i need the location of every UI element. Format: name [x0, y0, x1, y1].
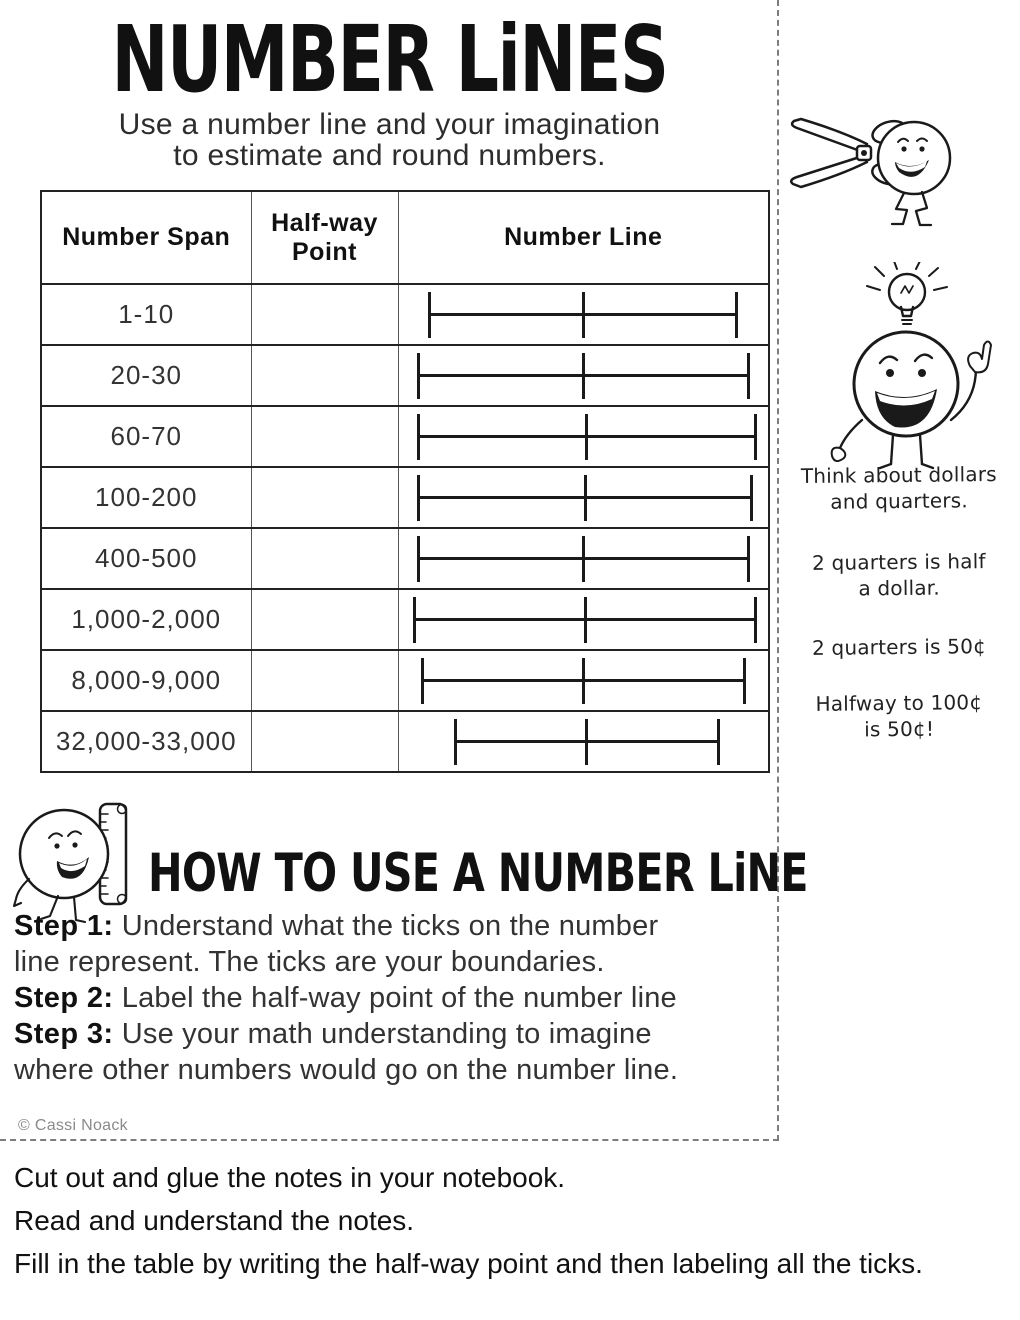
step-line: Step 2: Label the half-way point of the number line	[14, 982, 677, 1015]
number-span-cell: 1,000-2,000	[41, 589, 251, 650]
lightbulb-character-icon	[818, 262, 993, 472]
number-line-bar	[417, 435, 757, 438]
number-line-graphic	[428, 292, 738, 338]
number-line-bar	[454, 740, 720, 743]
side-note-half-dollar: 2 quarters is half a dollar.	[811, 549, 986, 601]
number-span-cell: 20-30	[41, 345, 251, 406]
halfway-point-cell	[251, 528, 398, 589]
number-line-cell	[398, 467, 769, 528]
number-line-bar	[428, 313, 738, 316]
number-span-cell: 8,000-9,000	[41, 650, 251, 711]
number-span-cell: 100-200	[41, 467, 251, 528]
number-line-bar	[417, 557, 750, 560]
number-span-cell: 400-500	[41, 528, 251, 589]
number-line-cell	[398, 528, 769, 589]
number-line-cell	[398, 284, 769, 345]
table-row	[41, 589, 769, 650]
how-to-steps	[14, 908, 776, 1088]
how-to-heading: HOW TO USE A NUMBER LiNE	[148, 843, 808, 904]
table-row	[41, 345, 769, 406]
number-span-cell: 32,000-33,000	[41, 711, 251, 772]
halfway-point-cell	[251, 345, 398, 406]
halfway-point-cell	[251, 467, 398, 528]
step-line: line represent. The ticks are your boundaries.	[14, 946, 605, 979]
table-header-row	[41, 191, 769, 284]
col-header-halfway-point: Half-way Point	[251, 191, 398, 284]
number-line-cell	[398, 711, 769, 772]
scissors-character-icon	[783, 98, 958, 238]
copyright-text: © Cassi Noack	[18, 1117, 128, 1134]
subtitle-line-2: to estimate and round numbers.	[173, 138, 606, 172]
ruler-character-icon	[12, 796, 147, 926]
number-line-graphic	[417, 414, 757, 460]
number-line-bar	[417, 374, 750, 377]
halfway-point-cell	[251, 650, 398, 711]
table-row	[41, 650, 769, 711]
number-line-bar	[413, 618, 757, 621]
halfway-point-cell	[251, 589, 398, 650]
number-line-graphic	[417, 536, 750, 582]
number-line-cell	[398, 345, 769, 406]
number-line-graphic	[417, 353, 750, 399]
table-row	[41, 406, 769, 467]
number-line-cell	[398, 589, 769, 650]
subtitle-line-1: Use a number line and your imagination	[118, 108, 661, 141]
number-line-bar	[421, 679, 746, 682]
table-row	[41, 711, 769, 772]
number-span-cell: 60-70	[41, 406, 251, 467]
page-subtitle	[0, 110, 779, 172]
col-header-number-line: Number Line	[398, 191, 769, 284]
side-note-halfway-100: Halfway to 100¢ is 50¢!	[815, 690, 983, 742]
page-title: NUMBER LiNES	[111, 6, 668, 113]
number-line-graphic	[413, 597, 757, 643]
side-note-50-cents: 2 quarters is 50¢	[811, 634, 987, 660]
halfway-point-cell	[251, 284, 398, 345]
number-span-cell: 1-10	[41, 284, 251, 345]
number-line-graphic	[454, 719, 720, 765]
number-line-graphic	[421, 658, 746, 704]
col-header-number-span: Number Span	[41, 191, 251, 284]
number-line-bar	[417, 496, 753, 499]
number-line-graphic	[417, 475, 753, 521]
halfway-point-cell	[251, 406, 398, 467]
step-line: Step 1: Understand what the ticks on the number	[14, 910, 659, 942]
table-row	[41, 528, 769, 589]
side-note-dollars-quarters: Think about dollars and quarters.	[800, 461, 997, 515]
table-row	[41, 467, 769, 528]
halfway-point-cell	[251, 711, 398, 772]
number-line-cell	[398, 406, 769, 467]
number-line-cell	[398, 650, 769, 711]
table-row	[41, 284, 769, 345]
number-line-table	[40, 190, 770, 773]
instruction-line: Read and understand the notes.	[14, 1205, 415, 1237]
bottom-instructions	[14, 1156, 1004, 1285]
step-line: Step 3: Use your math understanding to imagine	[14, 1018, 652, 1051]
step-line: where other numbers would go on the number line.	[14, 1054, 679, 1087]
instruction-line: Cut out and glue the notes in your notebook.	[14, 1162, 566, 1193]
instruction-line: Fill in the table by writing the half-way point and then labeling all the ticks.	[14, 1248, 923, 1280]
